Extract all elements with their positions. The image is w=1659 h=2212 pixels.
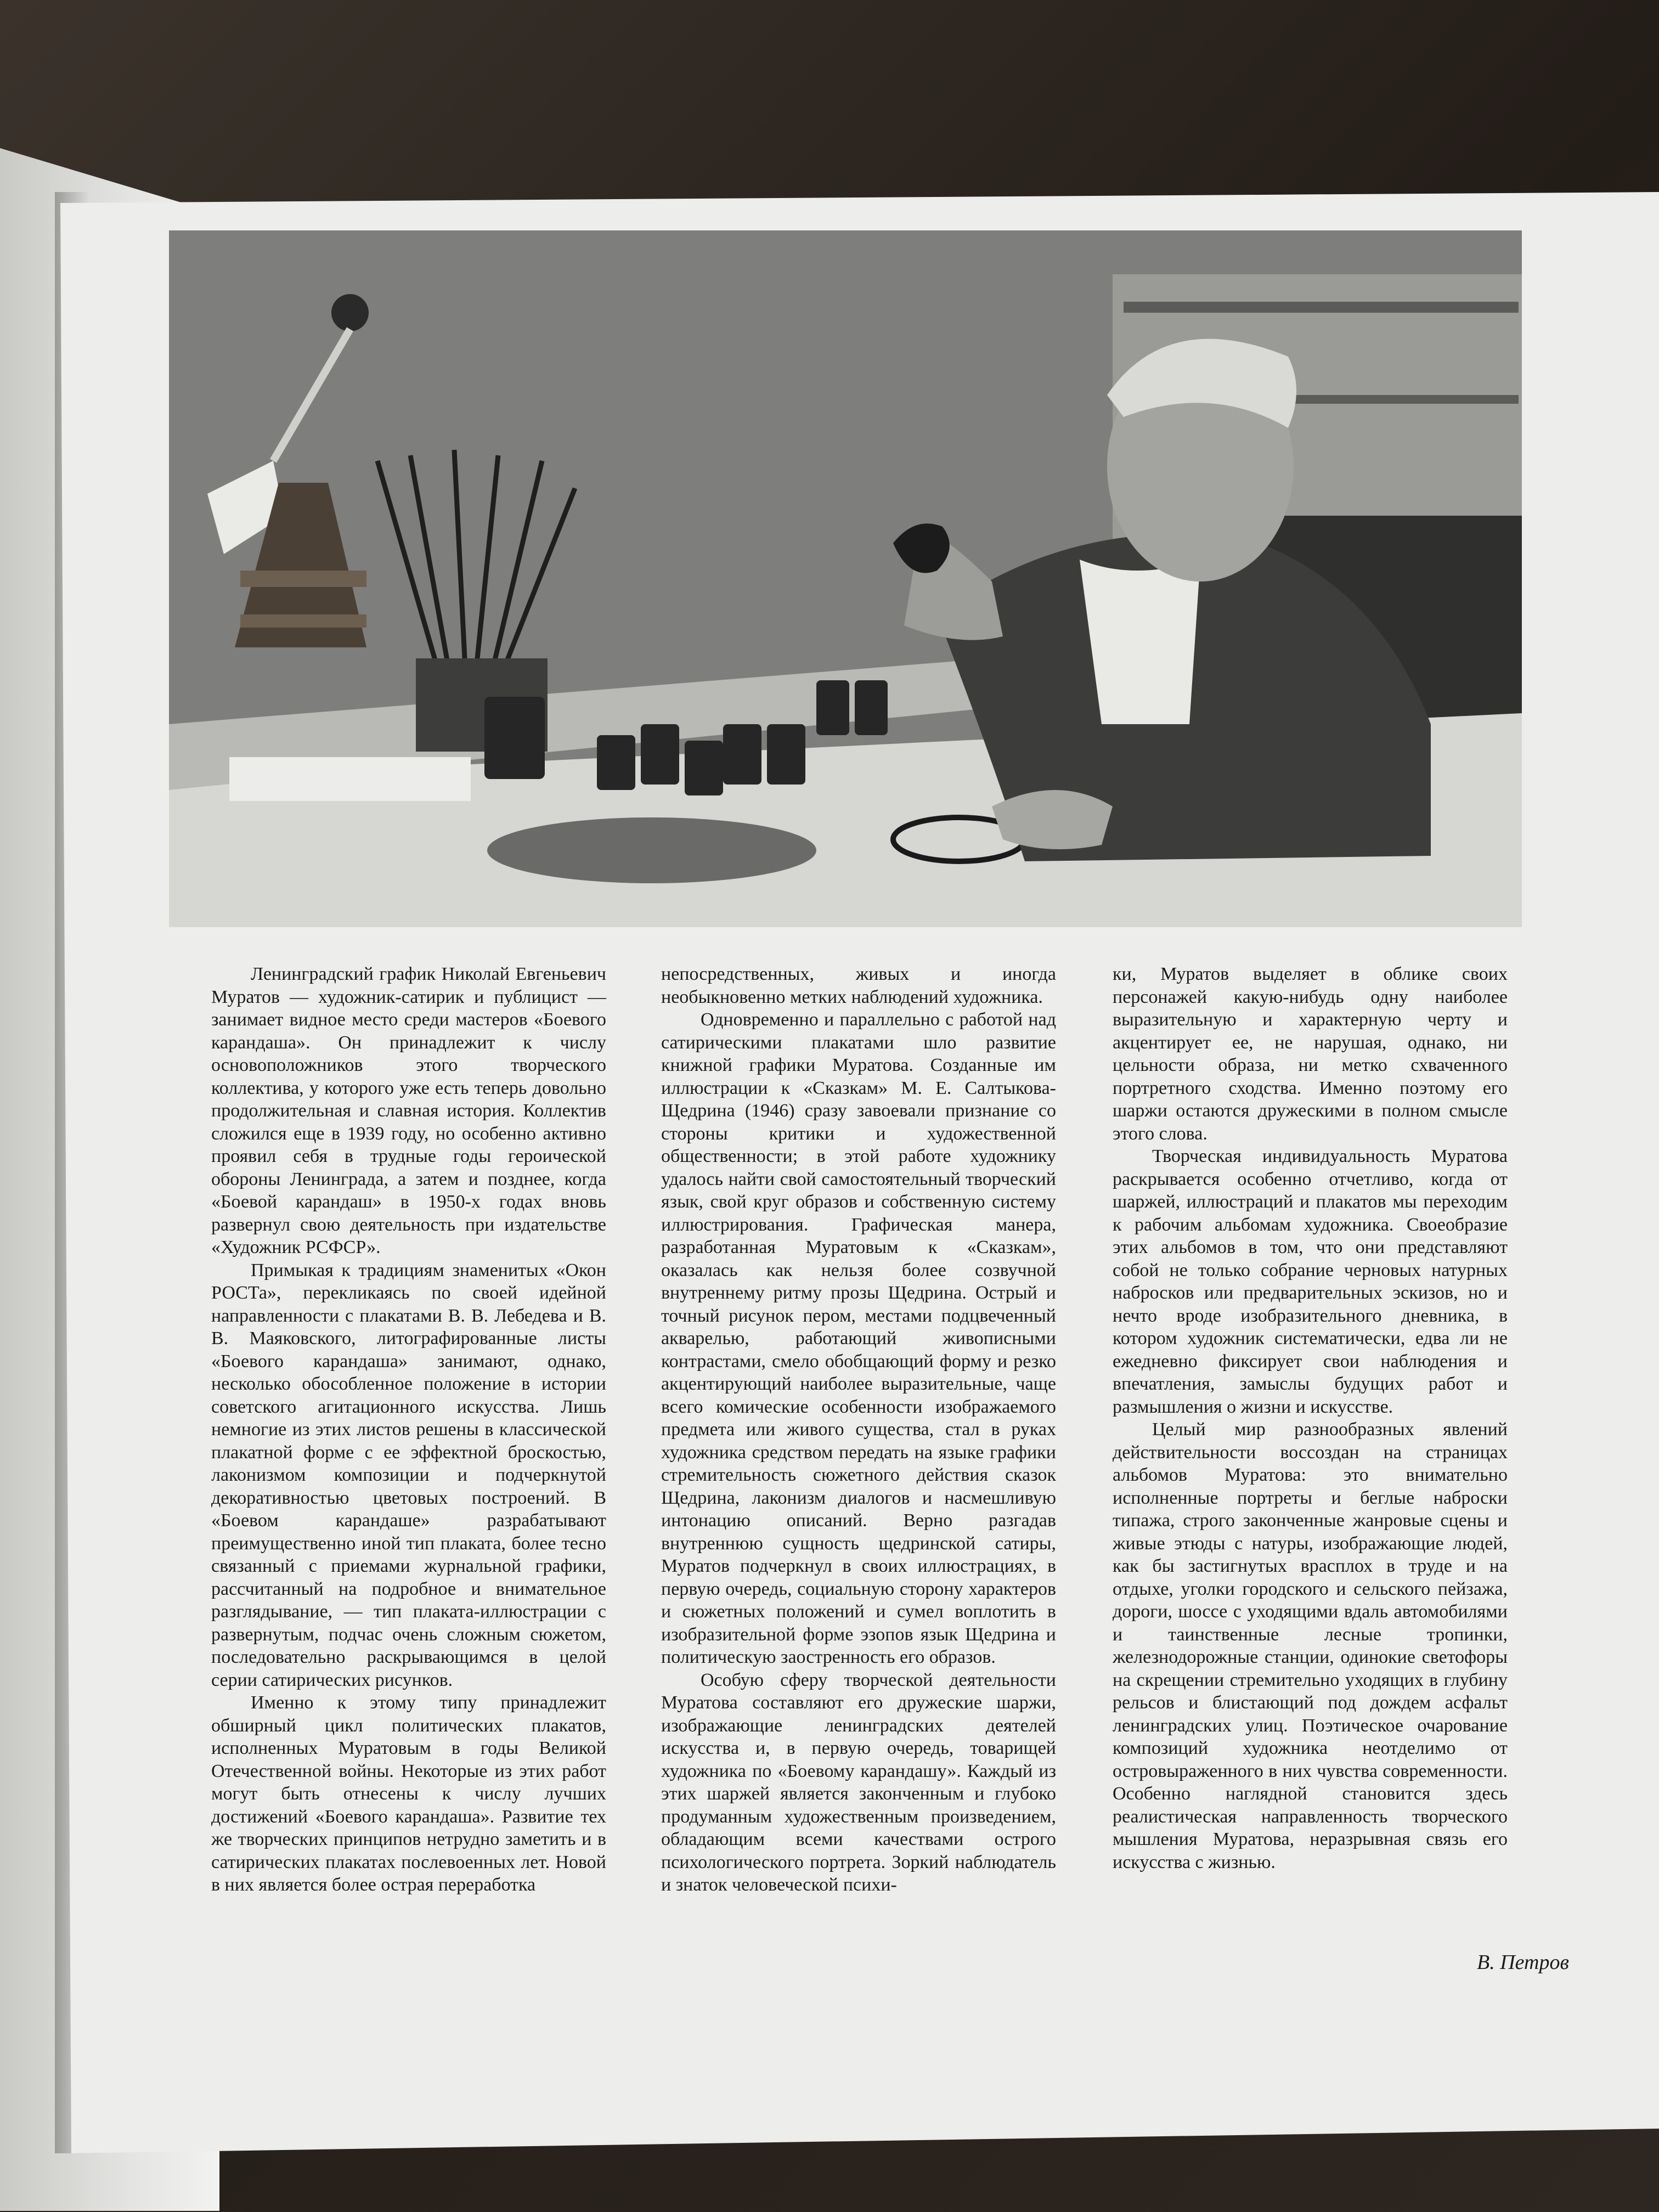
paragraph: непосредственных, живых и иногда необыкновенно метких наблюдений художника. [661,964,1056,1007]
paragraph: Ленинградский график Николай Евгеньевич Муратов — художник-сатирик и публицист — занимает видное место среди мастеров «Боевого карандаша». Он принадлежит к числу основоположников этого творческого коллектива, у которого уже есть теперь довольно продолжительная и славная история. Коллектив сложился еще в 1939 году, но особенно активно проявил себя в трудные годы героической обороны Ленинграда, а затем и позднее, когда «Боевой карандаш» в 1950-х годах вновь развернул свою деятельность при издательстве «Художник РСФСР». [211,964,606,1257]
artist-photograph [169,230,1522,927]
paragraph: Одновременно и параллельно с работой над сатирическими плакатами шло развитие книжной графики Муратова. Созданные им иллюстрации к «Сказкам» М. Е. Салтыкова-Щедрина (1946) сразу завоевали признание со стороны критики и художественной общественности; в этой работе художнику удалось найти свой самостоятельный творческий язык, свой круг образов и собственную систему иллюстрирования. Графическая манера, разработанная Муратовым к «Сказкам», оказалась как нельзя более созвучной внутреннему ритму прозы Щедрина. Острый и точный рисунок пером, местами подцвеченный акварелью, работающий живописными контрастами, смело обобщающий форму и резко акцентирующий наиболее выразительные, чаще всего комические особенности изображаемого предмета или живого существа, стал в руках художника средством передать на языке графики стремительность сюжетного действия сказок Щедрина, лаконизм диалогов и насмешливую интонацию описаний. Верно разгадав внутреннюю сущность щедринской сатиры, Муратов подчеркнул в своих иллюстрациях, в первую очередь, социальную сторону характеров и сюжетных положений и сумел воплотить в изобразительной форме эзопов язык Щедрина и политическую заостренность его образов. [661,1009,1056,1667]
paragraph: Целый мир разнообразных явлений действительности воссоздан на страницах альбомов Муратова: это внимательно исполненные портреты и беглые наброски типажа, строго законченные жанровые сцены и живые этюды с натуры, изображающие людей, как бы застигнутых врасплох в труде и на отдыхе, уголки городского и сельского пейзажа, дороги, шоссе с уходящими вдаль автомобилями и таинственные лесные тропинки, железнодорожные станции, одинокие светофоры на скрещении стремительно уходящих в глубину рельсов и блистающий под дождем асфальт ленинградских улиц. Поэтическое очарование композиций художника неотделимо от островыраженного в них чувства современности. Особенно наглядной становится здесь реалистическая направленность творческого мышления Муратова, неразрывная связь его искусства с жизнью. [1113,1419,1508,1872]
author-signature: В. Петров [1477,1951,1569,1974]
paragraph: Именно к этому типу принадлежит обширный цикл политических плакатов, исполненных Муратовым в годы Великой Отечественной войны. Некоторые из этих работ могут быть отнесены к числу лучших достижений «Боевого карандаша». Развитие тех же творческих принципов нетрудно заметить и в сатирических плакатах послевоенных лет. Новой в них является более острая переработка [211,1692,606,1895]
paragraph: ки, Муратов выделяет в облике своих персонажей какую-нибудь одну наиболее выразительную и характерную черту и акцентирует ее, не нарушая, однако, ни цельности образа, ни метко схваченного портретного сходства. Именно поэтому его шаржи остаются дружескими в полном смысле этого слова. [1113,964,1508,1144]
paragraph: Особую сферу творческой деятельности Муратова составляют его дружеские шаржи, изображающие ленинградских деятелей искусства и, в первую очередь, товарищей художника по «Боевому карандашу». Каждый из этих шаржей является законченным и глубоко продуманным художественным произведением, обладающим всеми качествами острого психологического портрета. Зоркий наблюдатель и знаток человеческой психи- [661,1669,1056,1895]
article-column-2 [661,963,1056,1897]
article-column-3 [1113,963,1508,1874]
paragraph: Творческая индивидуальность Муратова раскрывается особенно отчетливо, когда от шаржей, иллюстраций и плакатов мы переходим к рабочим альбомам художника. Своеобразие этих альбомов в том, что они представляют собой не только собрание черновых натурных набросков или предварительных эскизов, но и нечто вроде изобразительного дневника, в котором художник систематически, едва ли не ежедневно фиксирует свои наблюдения и впечатления, замыслы будущих работ и размышления о жизни и искусстве. [1113,1146,1508,1417]
article-column-1 [211,963,606,1897]
paragraph: Примыкая к традициям знаменитых «Окон РОСТа», перекликаясь по своей идейной направленности с плакатами В. В. Лебедева и В. В. Маяковского, литографированные листы «Боевого карандаша» занимают, однако, несколько обособленное положение в истории советского агитационного искусства. Лишь немногие из этих листов решены в классической плакатной форме с ее эффектной броскостью, лаконизмом композиции и подчеркнутой декоративностью цветовых построений. В «Боевом карандаше» разрабатывают преимущественно иной тип плаката, более тесно связанный с приемами журнальной графики, рассчитанный на подробное и внимательное разглядывание, — тип плаката-иллюстрации с развернутым, подчас очень сложным сюжетом, последовательно раскрывающимся в целой серии сатирических рисунков. [211,1260,606,1690]
